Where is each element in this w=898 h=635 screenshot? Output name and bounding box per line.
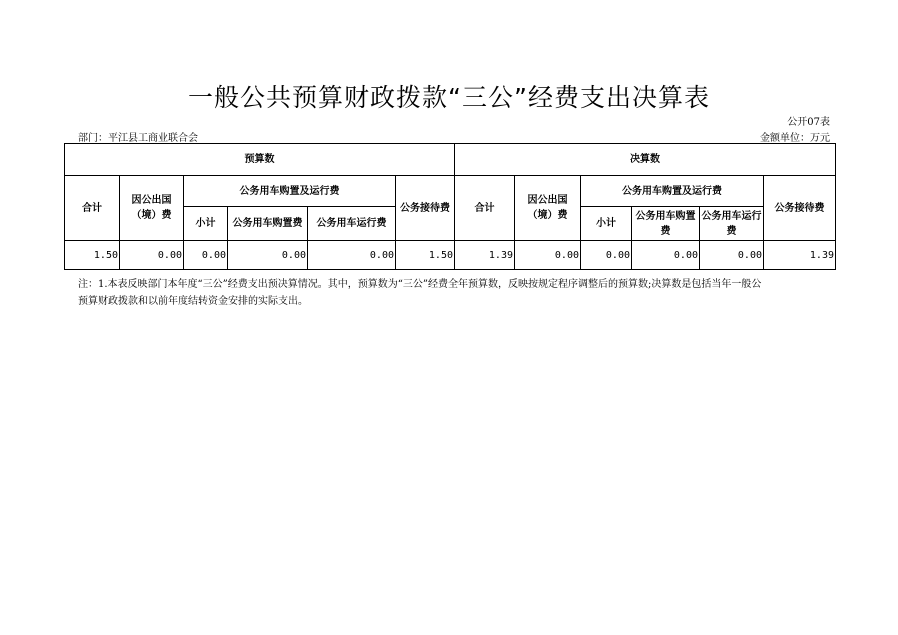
footnote-line-1: 注：1.本表反映部门本年度“三公”经费支出预决算情况。其中，预算数为“三公”经费全年预算数，反映按规定程序调整后的预算数;决算数是包括当年一般公 bbox=[78, 279, 762, 290]
final-abroad-value: 0.00 bbox=[515, 241, 581, 270]
final-header: 决算数 bbox=[455, 144, 836, 176]
final-reception-value: 1.39 bbox=[764, 241, 836, 270]
final-subtotal-header: 小计 bbox=[581, 207, 632, 241]
page-title: 一般公共预算财政拨款“三公”经费支出决算表 bbox=[188, 83, 710, 112]
budget-subtotal-value: 0.00 bbox=[184, 241, 228, 270]
final-reception-header: 公务接待费 bbox=[764, 176, 836, 241]
budget-reception-header: 公务接待费 bbox=[396, 176, 455, 241]
three-public-expenses-table bbox=[64, 143, 836, 270]
final-abroad-header: 因公出国（境）费 bbox=[515, 176, 581, 241]
budget-abroad-value: 0.00 bbox=[120, 241, 184, 270]
budget-vehicle-header: 公务用车购置及运行费 bbox=[184, 176, 396, 207]
amount-unit-label: 金额单位：万元 bbox=[760, 133, 830, 144]
budget-vehicle-purchase-header: 公务用车购置费 bbox=[228, 207, 308, 241]
final-vehicle-operation-value: 0.00 bbox=[700, 241, 764, 270]
table-footnote bbox=[78, 276, 830, 310]
budget-vehicle-purchase-value: 0.00 bbox=[228, 241, 308, 270]
table-header-row-1 bbox=[65, 144, 836, 176]
footnote-line-2: 预算财政拨款和以前年度结转资金安排的实际支出。 bbox=[78, 296, 308, 307]
final-vehicle-header: 公务用车购置及运行费 bbox=[581, 176, 764, 207]
budget-abroad-header: 因公出国（境）费 bbox=[120, 176, 184, 241]
final-total-header: 合计 bbox=[455, 176, 515, 241]
final-vehicle-purchase-header: 公务用车购置费 bbox=[632, 207, 700, 241]
budget-subtotal-header: 小计 bbox=[184, 207, 228, 241]
table-header-row-2 bbox=[65, 176, 836, 207]
budget-total-header: 合计 bbox=[65, 176, 120, 241]
form-number: 公开07表 bbox=[787, 117, 830, 128]
budget-vehicle-operation-value: 0.00 bbox=[308, 241, 396, 270]
final-vehicle-purchase-value: 0.00 bbox=[632, 241, 700, 270]
department-label: 部门：平江县工商业联合会 bbox=[78, 133, 198, 144]
budget-header: 预算数 bbox=[65, 144, 455, 176]
budget-total-value: 1.50 bbox=[65, 241, 120, 270]
final-subtotal-value: 0.00 bbox=[581, 241, 632, 270]
budget-reception-value: 1.50 bbox=[396, 241, 455, 270]
table-row bbox=[65, 241, 836, 270]
final-total-value: 1.39 bbox=[455, 241, 515, 270]
budget-vehicle-operation-header: 公务用车运行费 bbox=[308, 207, 396, 241]
final-vehicle-operation-header: 公务用车运行费 bbox=[700, 207, 764, 241]
